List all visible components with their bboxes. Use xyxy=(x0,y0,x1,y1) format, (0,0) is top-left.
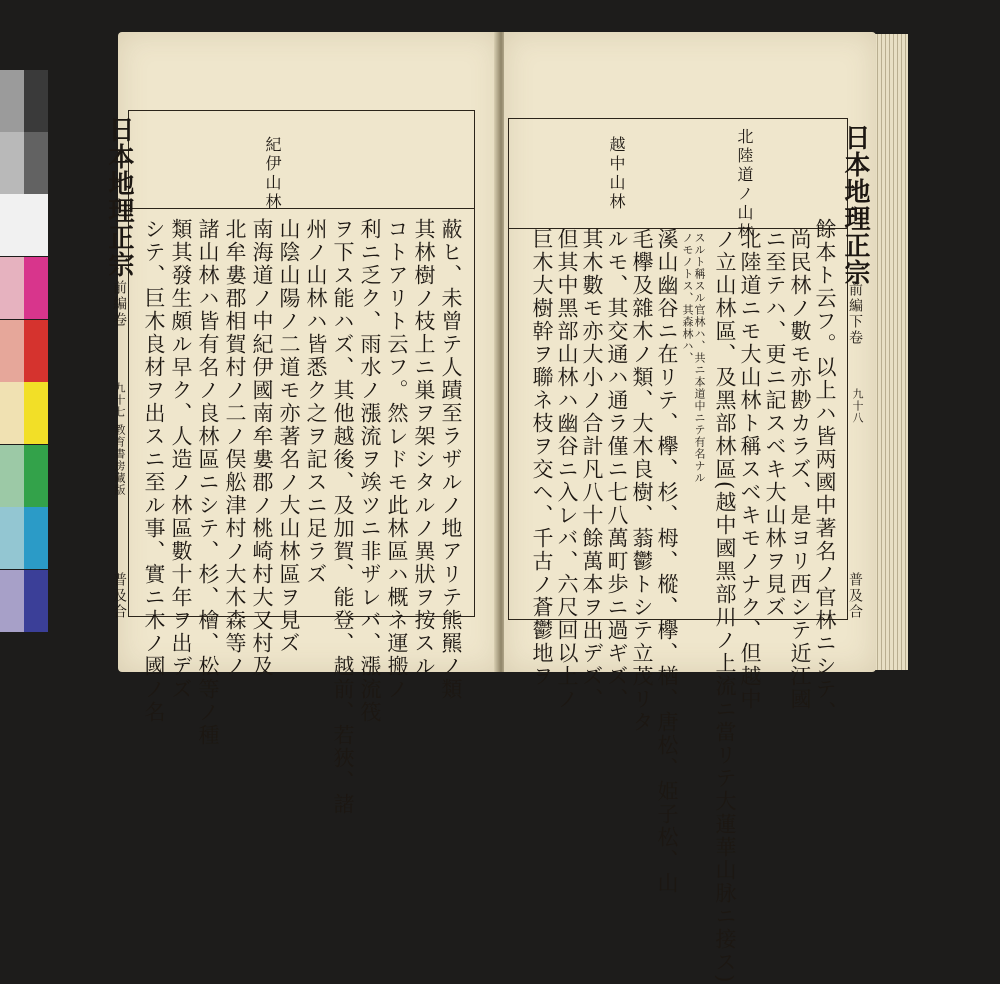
swatch xyxy=(24,382,48,444)
text-column: ヲ下ス能ハズ、其他越後、及加賀、能登、越前、若狹、諸 xyxy=(331,218,355,816)
swatch xyxy=(24,257,48,319)
margin-edition: 普及合 xyxy=(111,572,127,620)
margin-title: 日本地理正宗 xyxy=(840,124,870,286)
text-column: 州ノ山林ハ皆悉ク之ヲ記スニ足ラズ xyxy=(304,218,328,586)
open-book xyxy=(104,24,908,984)
margin-page-number: 九十七 xyxy=(113,382,126,418)
text-column: 但其中黑部山林ハ幽谷ニ入レバ、六尺回以上ノ xyxy=(555,228,579,711)
text-column: 餘本ト云フ。以上ハ皆两國中著名ノ官林ニシテ、 xyxy=(813,218,837,724)
swatch xyxy=(0,445,24,507)
text-column: 毛欅及雜木ノ類、大木良樹、蓊鬱トシテ立茂リタ xyxy=(630,228,654,734)
text-column: シテ、巨木良材ヲ出スニ至ル事、實ニ木ノ國ノ名 xyxy=(142,218,166,724)
text-column: 尚民林ノ數モ亦尠カラズ、是ヨリ西シテ近江國 xyxy=(788,228,812,711)
text-column: ノ立山林區、及黑部林區(越中國黑部川ノ上流ニ當リテ大蓮華山脉ニ接ス) xyxy=(713,228,737,984)
color-calibration-chart xyxy=(0,70,48,632)
text-column: 北牟婁郡相賀村ノ二ノ俣舩津村ノ大木森等ノ xyxy=(223,218,247,678)
text-column: ルモ、其交通ハ通ラ僅ニ七八萬町歩ニ過ギズ、 xyxy=(605,228,629,711)
swatch xyxy=(24,194,48,256)
margin-volume: 前編卷 xyxy=(111,280,127,328)
swatch xyxy=(24,445,48,507)
text-column: 利ニ乏ク、雨水ノ漲流ヲ竢ツニ非ザレバ、漲流筏 xyxy=(358,218,382,724)
text-column-note: スルト稱スル官林ハ、共ニ本道中ニテ有名ナル xyxy=(693,232,706,484)
margin-publisher: 教育書房藏版 xyxy=(113,424,126,496)
swatch xyxy=(24,507,48,569)
swatch xyxy=(24,320,48,382)
margin-volume: 前編下卷 xyxy=(847,282,863,346)
text-column: ニ至テハ、更ニ記スベキ大山林ヲ見ズ xyxy=(763,228,787,619)
text-column: 諸山林ハ皆有名ノ良林區ニシテ、杉、檜、松等ノ種 xyxy=(196,218,220,747)
text-column: 類其發生頗ル早ク、人造ノ林區數十年ヲ出デズ xyxy=(169,218,193,701)
text-column-note: ノモノトス、其森林ハ、 xyxy=(681,232,694,364)
text-column: 蔽ヒ、未曾テ人蹟至ラザルノ地アリテ熊羆ノ類 xyxy=(439,218,463,701)
left-page xyxy=(104,32,500,816)
left-heading: 紀伊山林 xyxy=(263,136,282,212)
swatch xyxy=(24,70,48,132)
swatch xyxy=(0,132,24,194)
margin-title: 日本地理正宗 xyxy=(104,116,134,278)
margin-edition: 普及合 xyxy=(847,572,863,620)
swatch xyxy=(0,570,24,632)
swatch xyxy=(0,194,24,256)
swatch xyxy=(0,320,24,382)
swatch xyxy=(0,257,24,319)
swatch xyxy=(0,70,24,132)
text-column: 南海道ノ中紀伊國南牟婁郡ノ桃崎村大又村及 xyxy=(250,218,274,678)
swatch xyxy=(0,507,24,569)
left-header-rule xyxy=(128,208,475,209)
text-column: 其木數モ亦大小ノ合計凡八十餘萬本ヲ出デズ、 xyxy=(580,228,604,711)
text-column: 巨木大樹幹ヲ聯ネ枝ヲ交ヘ、千古ノ蒼鬱地ヲ xyxy=(530,228,554,688)
text-column: 北陸道ニモ大山林ト稱スベキモノナク、但越中 xyxy=(738,228,762,711)
text-column: 山陰山陽ノ二道モ亦著名ノ大山林區ヲ見ズ xyxy=(277,218,301,655)
margin-page-number: 九十八 xyxy=(851,388,864,424)
swatch xyxy=(24,570,48,632)
text-column: 其林樹ノ枝上ニ巣ヲ架シタルノ異狀ヲ按スル xyxy=(412,218,436,678)
text-column: 溪山幽谷ニ在リテ、欅、杉、栂、樅、欅、楢、唐松、姫子松、山 xyxy=(655,228,679,895)
right-page xyxy=(504,32,876,984)
swatch xyxy=(0,382,24,444)
swatch xyxy=(24,132,48,194)
right-heading-region: 北陸道ノ山林 xyxy=(735,128,754,242)
text-column: コトアリト云フ。然レドモ此林區ハ概ネ運搬ノ xyxy=(385,218,409,701)
right-heading-subsection: 越中山林 xyxy=(607,136,626,212)
